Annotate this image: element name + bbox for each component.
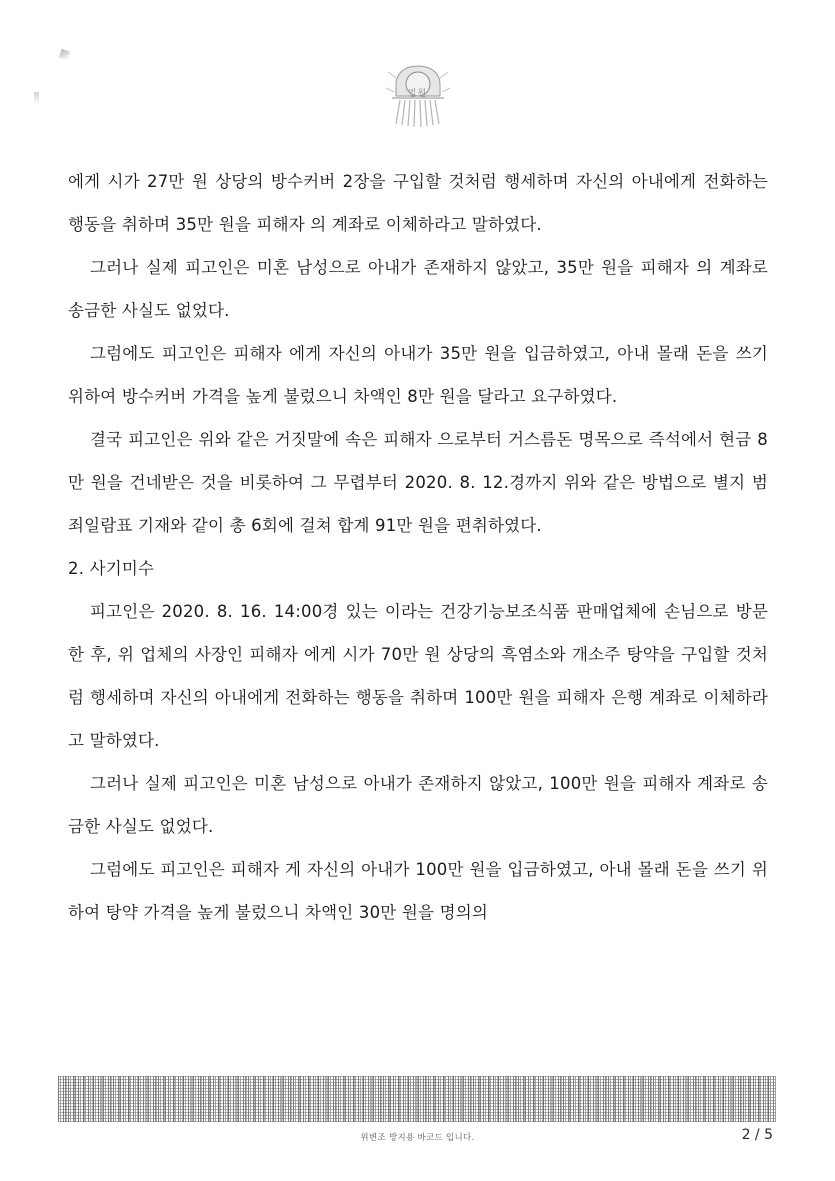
scan-artifact-icon [59,49,70,60]
court-seal-label: 법원 [407,89,428,99]
court-seal-icon [372,62,464,132]
document-body [68,160,768,934]
paragraph-2: 그러나 실제 피고인은 미혼 남성으로 아내가 존재하지 않았고, 35만 원을 피해자 의 계좌로 송금한 사실도 없었다. [68,258,768,320]
page-number: 2 / 5 [741,1127,773,1143]
security-barcode [58,1076,776,1122]
paragraph-4: 결국 피고인은 위와 같은 거짓말에 속은 피해자 으로부터 거스름돈 명목으로 즉석에서 현금 8만 원을 건네받은 것을 비롯하여 그 무렵부터 2020. 8. 12.경까지 위와 같은 방법으로 별지 범죄일람표 기재와 같이 총 6회에 걸쳐 합계 91만 원을 편취하였다. [68,430,768,535]
section-heading-2: 2. 사기미수 [68,559,155,578]
paragraph-3: 그럼에도 피고인은 피해자 에게 자신의 아내가 35만 원을 입금하였고, 아내 몰래 돈을 쓰기 위하여 방수커버 가격을 높게 불렀으니 차액인 8만 원을 달라고 요구하였다. [68,344,768,406]
paragraph-6: 그러나 실제 피고인은 미혼 남성으로 아내가 존재하지 않았고, 100만 원을 피해자 계좌로 송금한 사실도 없었다. [68,774,768,836]
court-seal [0,62,835,132]
paragraph-5: 피고인은 2020. 8. 16. 14:00경 있는 이라는 건강기능보조식품 판매업체에 손님으로 방문한 후, 위 업체의 사장인 피해자 에게 시가 70만 원 상당의 흑염소와 개소주 탕약을 구입할 것처럼 행세하며 자신의 아내에게 전화하는 행동을 취하며 100만 원을 피해자 은행 계좌로 이체하라고 말하였다. [68,602,768,750]
paragraph-1: 에게 시가 27만 원 상당의 방수커버 2장을 구입할 것처럼 행세하며 자신의 아내에게 전화하는 행동을 취하며 35만 원을 피해자 의 계좌로 이체하라고 말하였다. [68,172,768,234]
barcode-caption: 위변조 방지용 바코드 입니다. [360,1133,475,1143]
paragraph-7: 그럼에도 피고인은 피해자 게 자신의 아내가 100만 원을 입금하였고, 아내 몰래 돈을 쓰기 위하여 탕약 가격을 높게 불렀으니 차액인 30만 원을 명의의 [68,860,768,922]
